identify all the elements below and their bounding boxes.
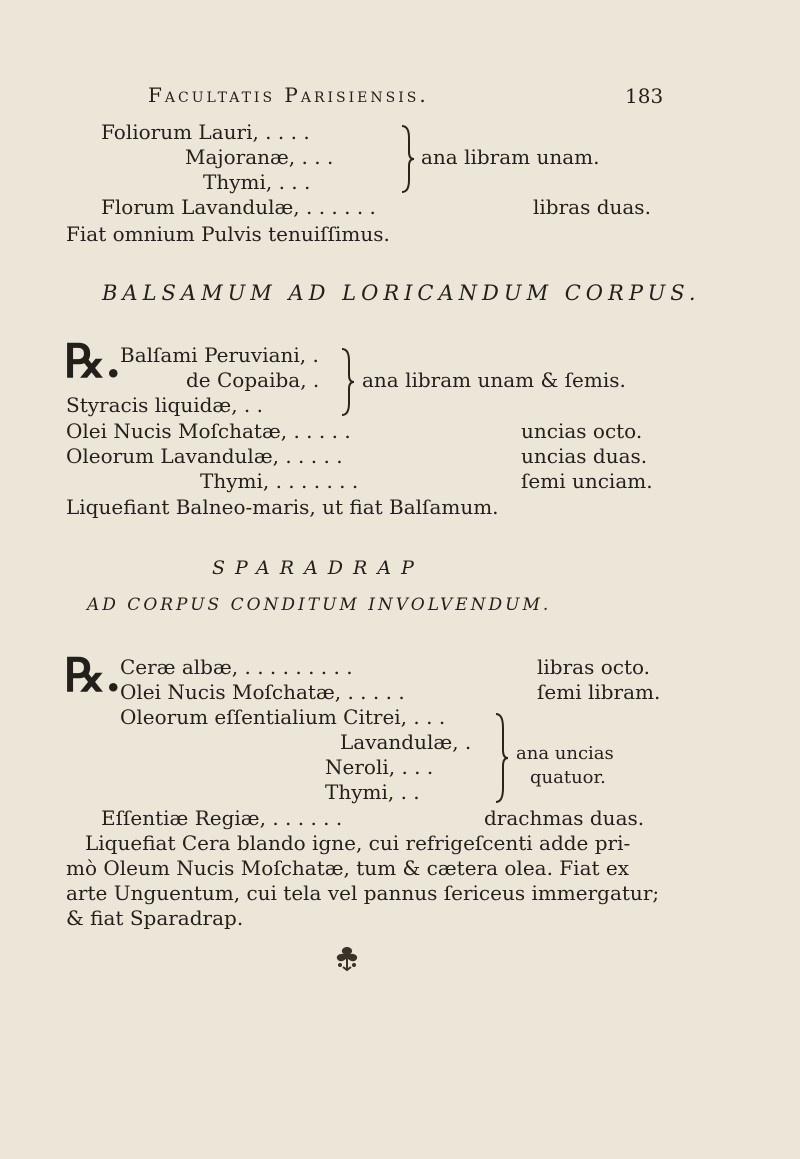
recipe3-line-10: arte Unguentum, cui tela vel pannus ſericeus immergatur; <box>66 881 660 905</box>
recipe3-line-9: mò Oleum Nucis Moſchatæ, tum & cætera olea. Fiat ex <box>66 856 630 880</box>
recipe3-line-11: & fiat Sparadrap. <box>66 906 244 930</box>
page-number: 183 <box>625 84 664 108</box>
recipe1-line-5: Fiat omnium Pulvis tenuiſſimus. <box>66 222 390 246</box>
recipe1-line-1: Foliorum Lauri, . . . . <box>101 120 310 144</box>
recipe3-dose-olei: ſemi libram. <box>537 680 661 704</box>
recipe3-dose-group-1: ana uncias <box>516 743 614 764</box>
recipe2-dose-olei: uncias octo. <box>521 419 643 443</box>
recipe2-title: BALSAMUM AD LORICANDUM CORPUS. <box>102 281 701 305</box>
recipe3-line-4: Lavandulæ, . <box>340 730 472 754</box>
recipe3-dose-cerae: libras octo. <box>537 655 651 679</box>
recipe3-line-8: Liquefiat Cera blando igne, cui refrigeſcenti adde pri- <box>85 831 631 855</box>
recipe3-title-line1: SPARADRAP <box>212 557 424 579</box>
recipe1-line-2: Majoranæ, . . . <box>185 145 334 169</box>
recipe2-line-5: Oleorum Lavandulæ, . . . . . <box>66 444 343 468</box>
recipe3-dose-group-2: quatuor. <box>530 767 606 788</box>
brace-icon <box>494 712 510 804</box>
recipe2-line-1: Balſami Peruviani, . <box>120 343 319 367</box>
recipe2-line-7: Liquefiant Balneo-maris, ut fiat Balſamum. <box>66 495 499 519</box>
recipe2-line-2: de Copaiba, . <box>186 368 320 392</box>
running-title: Facultatis Parisiensis. <box>148 83 429 107</box>
recipe3-line-2: Olei Nucis Moſchatæ, . . . . . <box>120 680 405 704</box>
fleuron-ornament-icon <box>332 945 362 973</box>
recipe2-line-6: Thymi, . . . . . . . <box>200 469 359 493</box>
recipe2-dose-group: ana libram unam & ſemis. <box>362 368 626 392</box>
recipe3-line-1: Ceræ albæ, . . . . . . . . . <box>120 655 353 679</box>
recipe2-dose-lavandulae: uncias duas. <box>521 444 648 468</box>
recipe1-line-3: Thymi, . . . <box>203 170 311 194</box>
brace-icon <box>400 124 416 194</box>
brace-icon <box>340 347 356 417</box>
recipe3-line-5: Neroli, . . . <box>325 755 434 779</box>
recipe3-title-line2: AD CORPUS CONDITUM INVOLVENDUM. <box>87 595 552 615</box>
recipe3-line-7: Eſſentiæ Regiæ, . . . . . . <box>101 806 343 830</box>
recipe1-dose-group: ana libram unam. <box>421 145 600 169</box>
recipe1-dose-flores: libras duas. <box>533 195 651 219</box>
recipe2-line-4: Olei Nucis Moſchatæ, . . . . . <box>66 419 351 443</box>
recipe3-line-3: Oleorum eſſentialium Citrei, . . . <box>120 705 446 729</box>
recipe2-dose-thymi: ſemi unciam. <box>521 469 653 493</box>
recipe2-line-3: Styracis liquidæ, . . <box>66 393 264 417</box>
rx-symbol: ℞. <box>64 334 122 388</box>
rx-symbol: ℞. <box>64 648 122 702</box>
recipe3-dose-essentiae: drachmas duas. <box>484 806 645 830</box>
recipe1-line-4: Florum Lavandulæ, . . . . . . <box>101 195 376 219</box>
recipe3-line-6: Thymi, . . <box>325 780 420 804</box>
